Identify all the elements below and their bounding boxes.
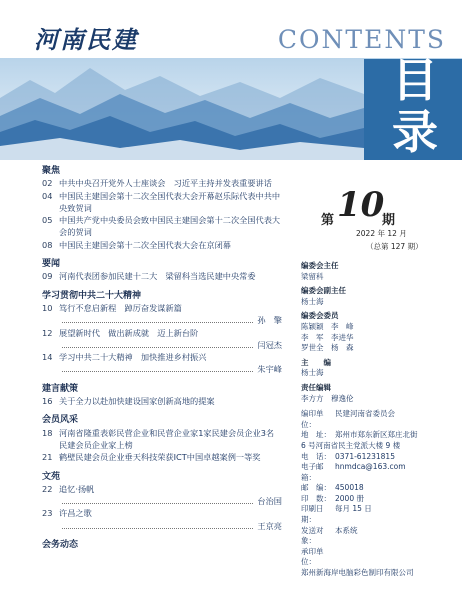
- toc-author: 孙 擎: [257, 315, 282, 326]
- mulu-char-1: 目: [392, 53, 438, 107]
- publication-info: [301, 409, 451, 579]
- toc-section-heading: 建言献策: [42, 383, 79, 394]
- masthead-names: 杨士海: [301, 296, 324, 306]
- toc-page-number: 08: [42, 239, 53, 250]
- toc-entry-title: 河南省隆重表彰民营企业和民营企业家1家民建会员企业3名民建会员企业家上榜: [59, 427, 275, 450]
- publication-row: [301, 452, 451, 463]
- publication-key: 邮 编：: [301, 483, 331, 493]
- toc-entry-title: 许昌之歌: [59, 508, 92, 519]
- publication-row: [301, 568, 451, 579]
- masthead-names: 杨士海: [301, 368, 324, 378]
- masthead-names: 罗世全 杨 森: [301, 343, 354, 353]
- toc-entry-title: 中国共产党中央委员会致中国民主建国会第十二次全国代表大会的贺词: [59, 215, 281, 238]
- toc-author: 王京亮: [257, 520, 282, 531]
- toc-page-number: 14: [42, 352, 53, 363]
- publication-row: [301, 462, 451, 483]
- toc-section-heading: 会员风采: [42, 415, 79, 426]
- toc-entry[interactable]: [42, 395, 282, 407]
- toc-page-number: 09: [42, 271, 53, 282]
- toc-entry[interactable]: [42, 483, 282, 495]
- issue-number-block: [296, 180, 448, 256]
- toc-entry[interactable]: [42, 270, 282, 282]
- toc-entry-title: 中共中央召开党外人士座谈会 习近平主持并发表重要讲话: [59, 178, 272, 189]
- toc-section-heading: 学习贯彻中共二十大精神: [42, 290, 142, 301]
- toc-entry[interactable]: [42, 451, 282, 463]
- toc-entry[interactable]: [42, 177, 282, 189]
- publication-key: 编印单位：: [301, 409, 324, 429]
- publication-key: 印 数：: [301, 493, 331, 503]
- toc-author-line: [42, 339, 282, 351]
- toc-entry-title: 学习中共二十大精神 加快推进乡村振兴: [59, 352, 207, 363]
- toc-author: 闫冠杰: [257, 339, 282, 350]
- publication-key: 电 话：: [301, 451, 331, 461]
- toc-author: 台治国: [257, 496, 282, 507]
- toc-page-number: 16: [42, 396, 53, 407]
- publication-value: 0371-61231815: [335, 451, 395, 461]
- toc-page-number: 22: [42, 483, 53, 494]
- publication-row: [301, 547, 451, 568]
- toc-page-number: 10: [42, 302, 53, 313]
- publication-value: 每月 15 日: [335, 504, 372, 514]
- toc-author-line: [42, 495, 282, 507]
- publication-row: [301, 441, 451, 452]
- publication-value: 郑州市郑东新区郑庄北街: [335, 430, 418, 440]
- toc-entry[interactable]: [42, 327, 282, 339]
- dot-leader: [62, 495, 253, 504]
- dot-leader: [62, 339, 253, 348]
- toc-section-heading: 文苑: [42, 471, 61, 482]
- publication-row: [301, 494, 451, 505]
- toc-page-number: 18: [42, 427, 53, 438]
- toc-author-line: [42, 363, 282, 375]
- toc-entry[interactable]: [42, 239, 282, 251]
- toc-page-number: 12: [42, 327, 53, 338]
- toc-entry-title: 河南代表团参加民建十二大 梁留科当选民建中央常委: [59, 271, 256, 282]
- publication-value: 本系统: [335, 525, 358, 535]
- masthead-role: 责任编辑: [301, 382, 331, 392]
- masthead: [301, 261, 451, 579]
- publication-row: [301, 430, 451, 441]
- publication-key: 电子邮箱：: [301, 462, 324, 482]
- toc-entry-title: 中国民主建国会第十二次全国代表大会在京闭幕: [59, 239, 231, 250]
- toc-page-number: 05: [42, 215, 53, 226]
- publication-value: 民建河南省委员会: [335, 409, 395, 419]
- issue-date: 2022 年 12 月: [356, 229, 407, 238]
- issue-suffix: 期: [382, 213, 396, 228]
- masthead-names: 李方方 穆逸伦: [301, 393, 354, 403]
- publication-value: hnmdca@163.com: [335, 462, 406, 472]
- toc-section-heading: 要闻: [42, 259, 61, 270]
- publication-value: 450018: [335, 483, 364, 493]
- dot-leader: [62, 314, 253, 323]
- publication-row: [301, 483, 451, 494]
- publication-value: 2000 册: [335, 493, 364, 503]
- toc-entry-title: 追忆·扬帆: [59, 483, 95, 494]
- header-banner: [0, 0, 462, 160]
- dot-leader: [62, 363, 253, 372]
- toc-author: 朱宇峰: [257, 364, 282, 375]
- toc-entry[interactable]: [42, 427, 282, 452]
- issue-number: 10: [337, 185, 385, 225]
- toc-page-number: 23: [42, 508, 53, 519]
- toc-page-number: 04: [42, 190, 53, 201]
- toc-section-heading: 聚焦: [42, 166, 61, 176]
- toc-entry[interactable]: [42, 190, 282, 215]
- masthead-role: 编委会委员: [301, 311, 339, 321]
- magazine-logo: 河南民建: [34, 25, 138, 54]
- toc-entry-title: 笃行不怠启新程 踔厉奋发谋新篇: [59, 302, 182, 313]
- masthead-names: 李 军 李进华: [301, 332, 354, 342]
- masthead-role: 主 编: [301, 357, 331, 367]
- toc-entry-title: 中国民主建国会第十二次全国代表大会开幕赵乐际代表中共中央致贺词: [59, 190, 281, 213]
- publication-row: [301, 504, 451, 525]
- issue-total: （总第 127 期）: [366, 242, 423, 251]
- toc-entry[interactable]: [42, 302, 282, 314]
- toc-section-heading: 会务动态: [42, 540, 79, 551]
- publication-row: [301, 526, 451, 547]
- toc-entry-title: 鹤壁民建会员企业垂天科技荣获ICT中国卓越案例一等奖: [59, 452, 261, 463]
- publication-key: 发送对象：: [301, 525, 324, 546]
- toc-page-number: 02: [42, 178, 53, 189]
- masthead-role: 编委会主任: [301, 261, 339, 270]
- issue-prefix: 第: [321, 213, 335, 228]
- toc-entry[interactable]: [42, 351, 282, 363]
- publication-key: 承印单位：: [301, 546, 324, 567]
- dot-leader: [62, 520, 253, 529]
- toc-entry[interactable]: [42, 507, 282, 519]
- toc-entry-title: 展望新时代 做出新成就 迈上新台阶: [59, 327, 199, 338]
- table-of-contents: [42, 165, 282, 551]
- publication-key: 地 址：: [301, 430, 331, 440]
- publication-key: 印刷日期：: [301, 504, 324, 525]
- toc-entry-title: 关于全力以赴加快建设国家创新高地的提案: [59, 396, 215, 407]
- masthead-names: 陈颖颖 李 峰: [301, 321, 354, 331]
- toc-page-number: 21: [42, 452, 53, 463]
- mulu-title: [380, 54, 450, 158]
- contents-heading: CONTENTS: [277, 25, 446, 54]
- masthead-role: 编委会副主任: [301, 286, 346, 296]
- publication-row: [301, 409, 451, 430]
- toc-entry[interactable]: [42, 214, 282, 239]
- publication-value: 郑州新海岸电脑彩色制印有限公司: [301, 568, 414, 578]
- toc-author-line: [42, 520, 282, 532]
- toc-author-line: [42, 314, 282, 326]
- masthead-names: 梁留科: [301, 271, 324, 281]
- mulu-char-2: 录: [392, 105, 438, 159]
- publication-value: 6 号河南省民主党派大楼 9 楼: [301, 440, 401, 450]
